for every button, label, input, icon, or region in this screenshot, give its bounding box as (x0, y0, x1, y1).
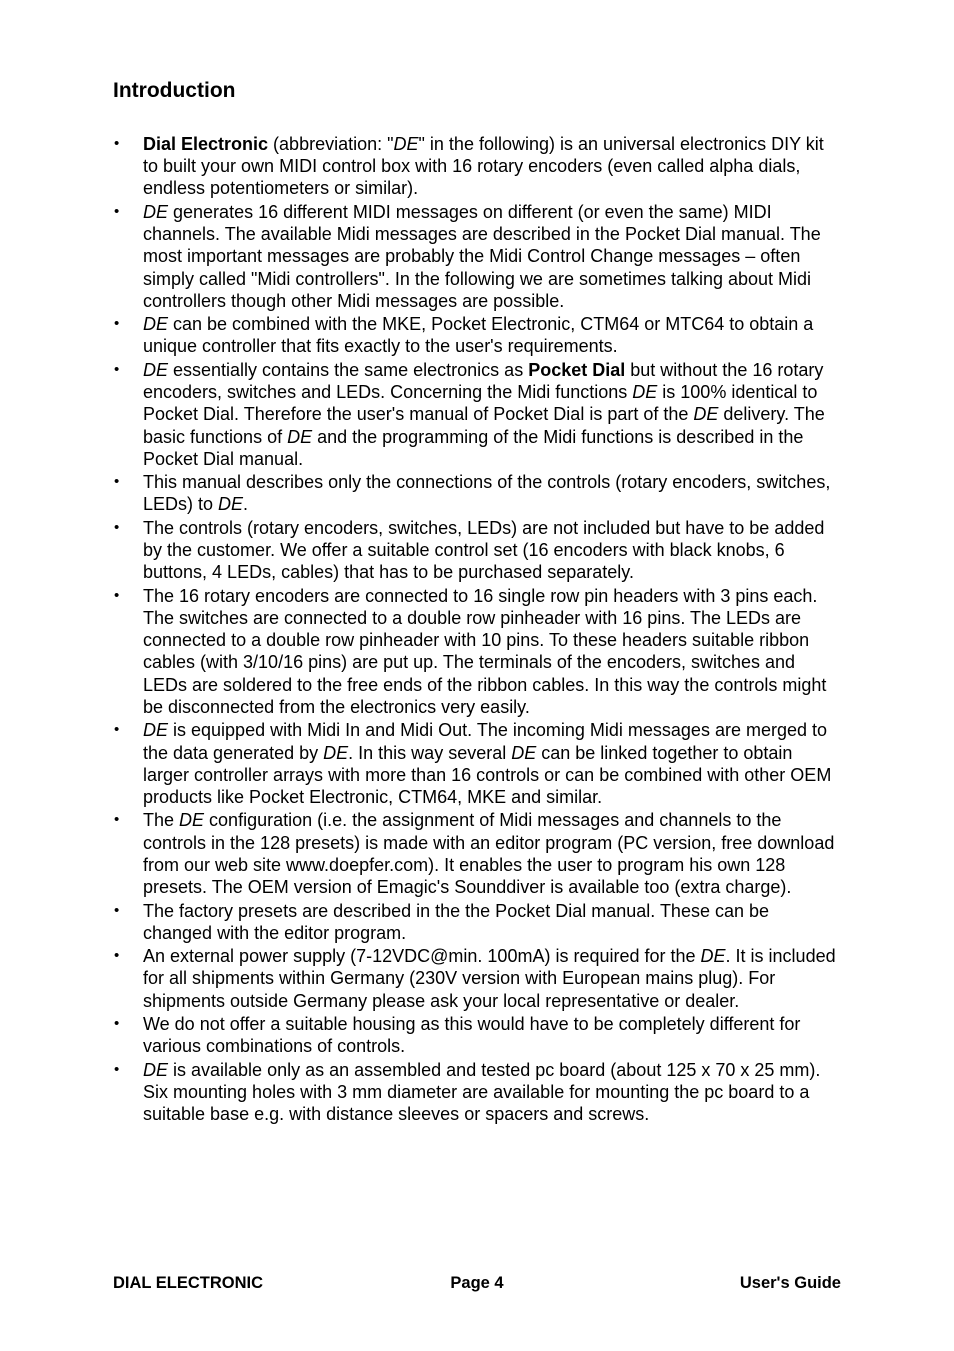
italic-text: DE (323, 742, 349, 763)
list-item (113, 133, 843, 200)
list-item (113, 585, 843, 718)
list-item (113, 471, 843, 515)
text-run: The (143, 810, 180, 831)
list-item (113, 517, 843, 584)
text-run: . (243, 494, 249, 515)
italic-text: DE (632, 382, 658, 403)
italic-text: DE (511, 742, 537, 763)
list-item (113, 809, 843, 898)
footer-guide-label: User's Guide (739, 1274, 841, 1292)
text-run: but without the 16 rotary encoders, switches and LEDs. Concerning the Midi functions (143, 359, 824, 403)
list-item (113, 359, 843, 470)
bullet-marker: • (114, 721, 120, 739)
text-run: . In this way several (348, 742, 512, 763)
text-run: is equipped with Midi In and Midi Out. The incoming Midi messages are merged to the data generated by (143, 720, 828, 763)
list-item (113, 313, 843, 357)
text-run: (abbreviation: " (268, 134, 394, 154)
text-run: The controls (rotary encoders, switches, LEDs) are not included but have to be added by the customer. We offer a suitable control set (16 encoders with black knobs, 6 buttons, 4 LEDs, cables) that has to be purchased separately. (143, 517, 825, 583)
bullet-marker: • (114, 360, 120, 378)
list-item (113, 1013, 843, 1057)
italic-text: DE (143, 359, 169, 380)
list-item (113, 719, 843, 808)
bullet-list (113, 133, 843, 1127)
list-item (113, 1059, 843, 1126)
text-run: is 100% identical to Pocket Dial. Therefore the user's manual of Pocket Dial is part of the (143, 382, 818, 425)
italic-text: DE (179, 810, 205, 831)
italic-text: DE (143, 720, 169, 741)
page-footer (113, 1273, 841, 1293)
text-run: can be linked together to obtain larger controller arrays with more than 16 controls or can be combined with other OEM products like Pocket Electronic, CTM64, MKE and similar. (143, 742, 832, 807)
bullet-marker: • (114, 315, 120, 333)
italic-text: DE (700, 946, 726, 967)
list-item (113, 201, 843, 312)
text-run: generates 16 different MIDI messages on different (or even the same) MIDI channels. The available Midi messages are described in the Pocket Dial manual. The most important messages are probably the Midi Control Change messages – often simply called "Midi controllers". In the following we are sometimes talking about Midi controllers though other Midi messages are possible. (143, 201, 821, 311)
text-run: An external power supply (7-12VDC@min. 100mA) is required for the (143, 946, 701, 967)
text-run: The 16 rotary encoders are connected to 16 single row pin headers with 3 pins each. The switches are connected to a double row pinheader with 16 pins. The LEDs are connected to a double row pinheader with 10 pins. To these headers suitable ribbon cables (with 3/10/16 pins) are put up. The terminals of the encoders, switches and LEDs are soldered to the free ends of the ribbon cables. In this way the controls might be disconnected from the electronics very easily. (143, 585, 827, 717)
italic-text: DE (143, 201, 169, 222)
list-item (113, 900, 843, 944)
text-run: essentially contains the same electronics as (168, 359, 529, 380)
italic-text: DE (287, 426, 313, 447)
text-run: This manual describes only the connections of the controls (rotary encoders, switches, LEDs) to (143, 472, 831, 515)
list-item (113, 945, 843, 1012)
italic-text: DE (143, 314, 169, 335)
italic-text: DE (393, 134, 419, 154)
page-title: Introduction (113, 79, 236, 102)
bullet-marker: • (114, 586, 120, 604)
footer-page-number: Page 4 (450, 1274, 504, 1292)
text-run: and the programming of the Midi functions is described in the Pocket Dial manual. (143, 426, 804, 469)
bullet-marker: • (114, 473, 120, 491)
bullet-marker: • (114, 901, 120, 919)
italic-text: DE (143, 1059, 169, 1080)
italic-text: DE (693, 404, 719, 425)
text-run: The factory presets are described in the the Pocket Dial manual. These can be changed with the editor program. (143, 900, 770, 943)
bold-text: Dial Electronic (143, 134, 269, 154)
bullet-marker: • (114, 947, 120, 965)
bullet-marker: • (114, 202, 120, 220)
bullet-marker: • (114, 1015, 120, 1033)
text-run: We do not offer a suitable housing as this would have to be completely different for various combinations of controls. (143, 1014, 801, 1057)
text-run: is available only as an assembled and tested pc board (about 125 x 70 x 25 mm). Six mounting holes with 3 mm diameter are available for mounting the pc board to a suitable base e.g. with distance sleeves or spacers and screws. (143, 1059, 821, 1125)
footer-document-name: DIAL ELECTRONIC (113, 1274, 264, 1292)
italic-text: DE (218, 494, 244, 515)
bold-text: Pocket Dial (528, 359, 626, 380)
text-run: configuration (i.e. the assignment of Midi messages and channels to the controls in the 128 presets) is made with an editor program (PC version, free download from our web site www.doepfer.com). It enables the user to program his own 128 presets. The OEM version of Emagic's Sounddiver is available too (extra charge). (143, 810, 835, 898)
text-run: " in the following) is an universal electronics DIY kit to built your own MIDI control box with 16 rotary encoders (even called alpha dials, endless potentiometers or similar). (143, 134, 824, 199)
bullet-marker: • (114, 135, 120, 152)
bullet-marker: • (114, 1060, 120, 1078)
bullet-marker: • (114, 811, 120, 829)
text-run: delivery. The basic functions of (143, 404, 825, 447)
text-run: can be combined with the MKE, Pocket Electronic, CTM64 or MTC64 to obtain a unique controller that fits exactly to the user's requirements. (143, 314, 814, 357)
bullet-marker: • (114, 518, 120, 536)
text-run: . It is included for all shipments within Germany (230V version with European mains plug). For shipments outside Germany please ask your local representative or dealer. (143, 946, 836, 1011)
